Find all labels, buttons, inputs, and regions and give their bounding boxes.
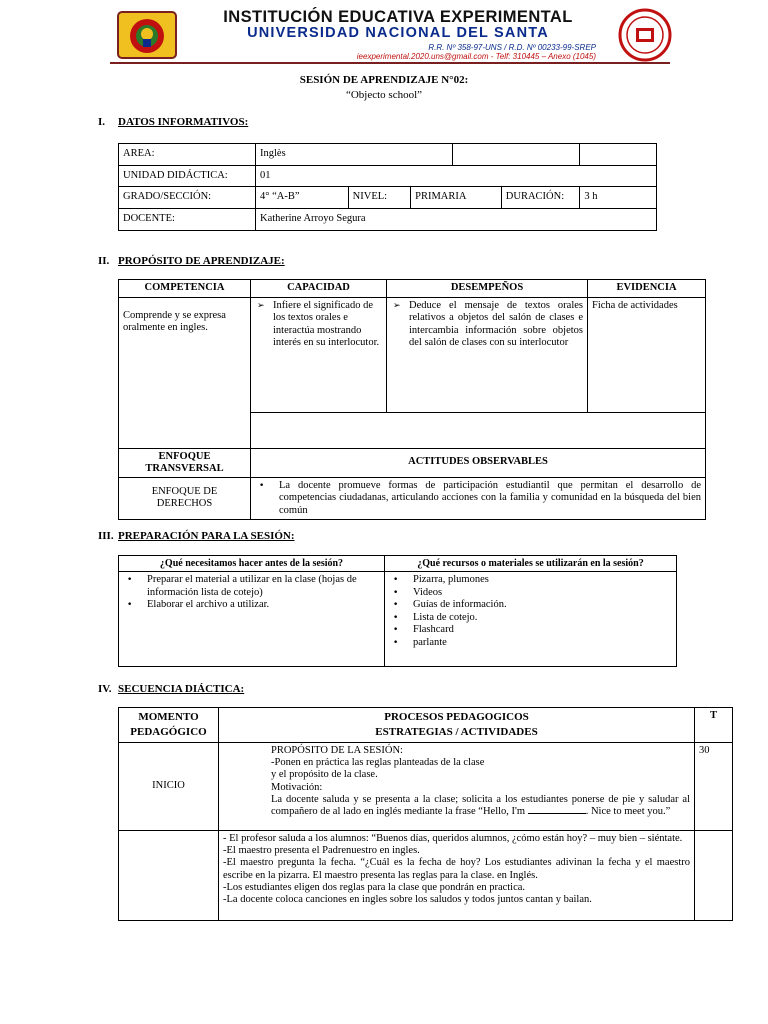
session-title: SESIÓN DE APRENDIZAJE N°02: [299, 74, 469, 86]
row2-content: - El profesor saluda a los alumnos: “Buenos días, queridos alumnos, ¿cómo están hoy? – muy bien – siéntate. -El maestro presenta el Padrenuestro en ingles. -El maestro pregunta la fecha. “¿Cuál es la fecha de hoy? Los estudiantes adivinan la fecha y el maestro escribe en la pizarra. El maestro presenta las reglas para la clase. en Inglés. -Los estudiantes eligen dos reglas para la clase que pondrán en practica. -La docente coloca canciones en ingles sobre los saludos y todos juntos cantan y bailan. [219, 831, 695, 921]
datos-table [118, 143, 657, 231]
docente-value: Katherine Arroyo Segura [256, 209, 657, 231]
section-datos-heading: I. DATOS INFORMATIVOS: [98, 116, 249, 128]
section-secuencia-heading: IV. SECUENCIA DIÁCTICA: [98, 683, 245, 695]
row2-time [695, 831, 733, 921]
actitud-cell: • La docente promueve formas de participación estudiantil que permitan el desarrollo de competencias ciudadanas, articulando acciones con la familia y comunidad en la búsqueda del bien común [251, 477, 706, 520]
grado-value: 4° “A-B” [256, 187, 349, 209]
list-item: • Preparar el material a utilizar en la clase (hojas de información lista de cotejo) [123, 574, 380, 599]
duracion-value: 3 h [580, 187, 657, 209]
university-seal-logo [614, 8, 676, 62]
competencia-header: COMPETENCIA [119, 280, 251, 298]
list-item: • Pizarra, plumones [389, 574, 672, 587]
list-item: • Lista de cotejo. [389, 612, 672, 625]
row2-momento [119, 831, 219, 921]
time-header: T [695, 708, 733, 743]
list-item: • Videos [389, 587, 672, 600]
school-crest-logo [116, 10, 178, 60]
nivel-value: PRIMARIA [411, 187, 502, 209]
list-item: • Flashcard [389, 624, 672, 637]
preparacion-table [118, 555, 677, 667]
capacidad-header: CAPACIDAD [251, 280, 387, 298]
inicio-time: 30 [695, 743, 733, 831]
recursos-header: ¿Qué recursos o materiales se utilizarán en la sesión? [385, 556, 677, 572]
evidencia-cell: Ficha de actividades [588, 297, 706, 412]
recursos-list-cell [385, 572, 677, 667]
momento-header: MOMENTO PEDAGÓGICO [119, 708, 219, 743]
area-label: AREA: [119, 144, 256, 166]
area-value: Inglès [256, 144, 453, 166]
list-item: • parlante [389, 637, 672, 650]
unidad-value: 01 [256, 166, 657, 187]
actitudes-header: ACTITUDES OBSERVABLES [251, 448, 706, 477]
inicio-content: PROPÓSITO DE LA SESIÓN: -Ponen en práctica las reglas planteadas de la clase y el propósito de la clase. Motivación: La docente saluda y se presenta a la clase; solicita a los estudiantes ponerse de pie y saludar al compañero de al lado en inglés mediante la frase “Hello, I'm . Nice to meet you.” [219, 743, 695, 831]
capacidad-cell: ➢ Infiere el significado de los textos orales e interactúa mostrando interés en su interlocutor. [251, 297, 387, 412]
unidad-label: UNIDAD DIDÁCTICA: [119, 166, 256, 187]
list-item: • Guías de información. [389, 599, 672, 612]
duracion-label: DURACIÓN: [501, 187, 580, 209]
letterhead [110, 6, 670, 64]
desempeno-cell: ➢ Deduce el mensaje de textos orales relativos a objetos del salón de clases e intercambia información sobre objetos del salón de clases con su interlocutor [387, 297, 588, 412]
competencia-cell: Comprende y se expresa oralmente en ingles. [119, 297, 251, 448]
desempenos-header: DESEMPEÑOS [387, 280, 588, 298]
enfoque-cell: ENFOQUE DE DERECHOS [119, 477, 251, 520]
session-subtitle: “Objecto school” [345, 89, 423, 101]
institution-title: INSTITUCIÓN EDUCATIVA EXPERIMENTAL [223, 8, 573, 26]
enfoque-header: ENFOQUE TRANSVERSAL [119, 448, 251, 477]
section-proposito-heading: II. PROPÓSITO DE APRENDIZAJE: [98, 255, 285, 267]
antes-list-cell [119, 572, 385, 667]
resolution-text: R.R. Nº 358-97-UNS / R.D. Nº 00233-99-SREP [428, 43, 596, 52]
docente-label: DOCENTE: [119, 209, 256, 231]
section-preparacion-heading: III. PREPARACIÓN PARA LA SESIÓN: [98, 530, 295, 542]
secuencia-table [118, 707, 733, 921]
proposito-table [118, 279, 706, 520]
university-title: UNIVERSIDAD NACIONAL DEL SANTA [247, 25, 549, 41]
procesos-header: PROCESOS PEDAGOGICOS ESTRATEGIAS / ACTIVIDADES [219, 708, 695, 743]
list-item: • Elaborar el archivo a utilizar. [123, 599, 380, 612]
nivel-label: NIVEL: [348, 187, 410, 209]
inicio-cell: INICIO [119, 743, 219, 831]
evidencia-header: EVIDENCIA [588, 280, 706, 298]
contact-text: ieexperimental.2020.uns@gmail.com - Telf: 310445 – Anexo (1045) [356, 52, 596, 61]
antes-header: ¿Qué necesitamos hacer antes de la sesión? [119, 556, 385, 572]
grado-label: GRADO/SECCIÓN: [119, 187, 256, 209]
